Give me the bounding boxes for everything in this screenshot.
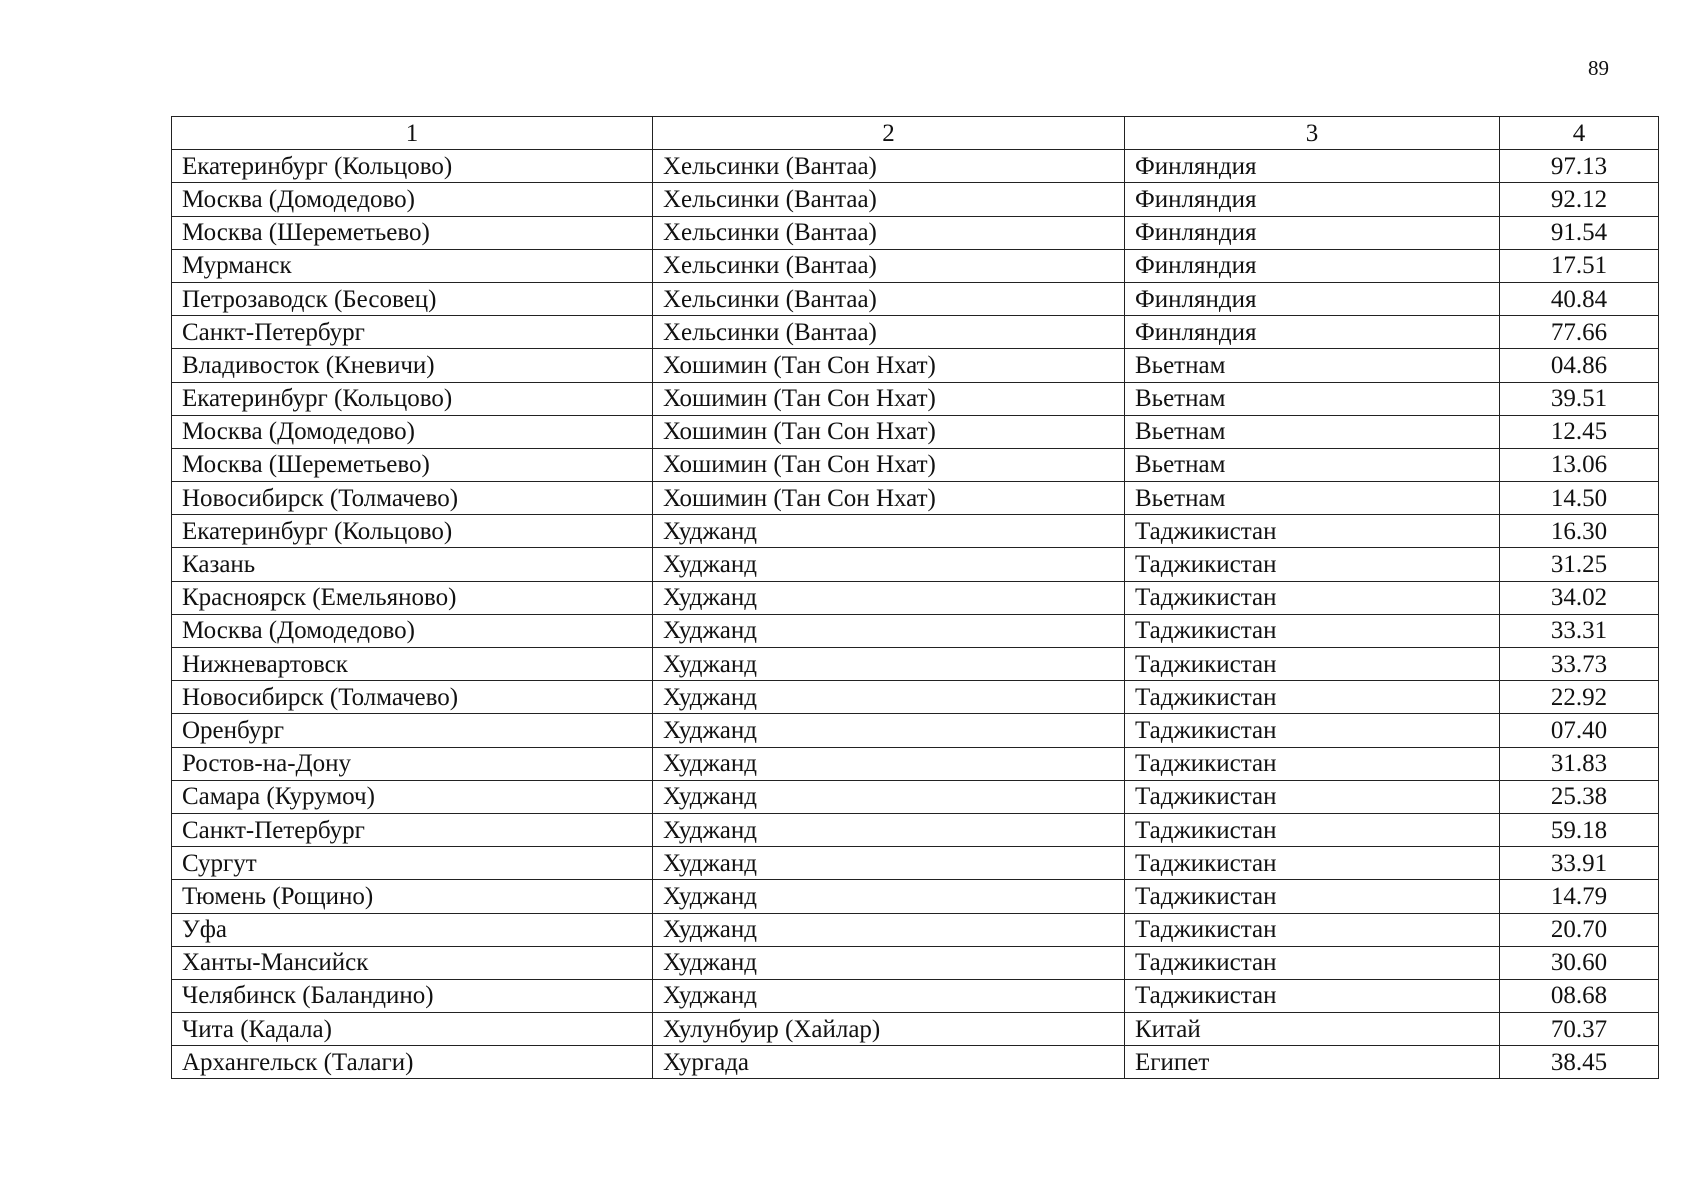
value-cell: 33.73 [1500,648,1659,681]
country-cell: Таджикистан [1125,913,1500,946]
table-row [172,282,1659,315]
value-cell: 34.02 [1500,581,1659,614]
destination-cell: Худжанд [653,548,1125,581]
destination-cell: Хошимин (Тан Сон Нхат) [653,482,1125,515]
value-cell: 77.66 [1500,316,1659,349]
origin-cell: Чита (Кадала) [172,1013,653,1046]
origin-cell: Москва (Шереметьево) [172,216,653,249]
value-cell: 33.31 [1500,614,1659,647]
value-cell: 12.45 [1500,415,1659,448]
table-row [172,714,1659,747]
table-row [172,880,1659,913]
destination-cell: Худжанд [653,515,1125,548]
origin-cell: Казань [172,548,653,581]
value-cell: 40.84 [1500,282,1659,315]
country-cell: Финляндия [1125,183,1500,216]
origin-cell: Екатеринбург (Кольцово) [172,150,653,183]
origin-cell: Ханты-Мансийск [172,946,653,979]
value-cell: 17.51 [1500,249,1659,282]
origin-cell: Мурманск [172,249,653,282]
origin-cell: Нижневартовск [172,648,653,681]
value-cell: 92.12 [1500,183,1659,216]
country-cell: Вьетнам [1125,349,1500,382]
country-cell: Египет [1125,1046,1500,1079]
table-row [172,946,1659,979]
origin-cell: Ростов-на-Дону [172,747,653,780]
table-row [172,979,1659,1012]
country-cell: Вьетнам [1125,382,1500,415]
country-cell: Финляндия [1125,282,1500,315]
table-row [172,1046,1659,1079]
column-header: 4 [1500,117,1659,150]
country-cell: Таджикистан [1125,548,1500,581]
country-cell: Таджикистан [1125,813,1500,846]
table-row [172,382,1659,415]
country-cell: Таджикистан [1125,880,1500,913]
origin-cell: Новосибирск (Толмачево) [172,482,653,515]
origin-cell: Уфа [172,913,653,946]
table-row [172,482,1659,515]
destination-cell: Хельсинки (Вантаа) [653,216,1125,249]
destination-cell: Хельсинки (Вантаа) [653,249,1125,282]
origin-cell: Красноярск (Емельяново) [172,581,653,614]
column-header: 3 [1125,117,1500,150]
table-row [172,548,1659,581]
country-cell: Вьетнам [1125,415,1500,448]
column-header: 2 [653,117,1125,150]
origin-cell: Санкт-Петербург [172,813,653,846]
country-cell: Таджикистан [1125,946,1500,979]
table-row [172,216,1659,249]
origin-cell: Москва (Шереметьево) [172,448,653,481]
origin-cell: Владивосток (Кневичи) [172,349,653,382]
value-cell: 25.38 [1500,780,1659,813]
value-cell: 08.68 [1500,979,1659,1012]
value-cell: 39.51 [1500,382,1659,415]
header-row [172,117,1659,150]
destination-cell: Хошимин (Тан Сон Нхат) [653,349,1125,382]
page-number: 89 [1588,56,1609,80]
value-cell: 31.83 [1500,747,1659,780]
value-cell: 70.37 [1500,1013,1659,1046]
country-cell: Таджикистан [1125,681,1500,714]
origin-cell: Оренбург [172,714,653,747]
destination-cell: Худжанд [653,614,1125,647]
country-cell: Вьетнам [1125,448,1500,481]
table-header [172,117,1659,150]
value-cell: 16.30 [1500,515,1659,548]
destination-cell: Худжанд [653,747,1125,780]
value-cell: 31.25 [1500,548,1659,581]
country-cell: Таджикистан [1125,648,1500,681]
destination-cell: Худжанд [653,813,1125,846]
origin-cell: Тюмень (Рощино) [172,880,653,913]
table-row [172,813,1659,846]
origin-cell: Екатеринбург (Кольцово) [172,515,653,548]
destination-cell: Хошимин (Тан Сон Нхат) [653,448,1125,481]
origin-cell: Сургут [172,847,653,880]
value-cell: 20.70 [1500,913,1659,946]
destination-cell: Хельсинки (Вантаа) [653,282,1125,315]
origin-cell: Санкт-Петербург [172,316,653,349]
value-cell: 33.91 [1500,847,1659,880]
country-cell: Таджикистан [1125,515,1500,548]
destination-cell: Хошимин (Тан Сон Нхат) [653,382,1125,415]
value-cell: 59.18 [1500,813,1659,846]
country-cell: Финляндия [1125,249,1500,282]
table-row [172,1013,1659,1046]
value-cell: 97.13 [1500,150,1659,183]
country-cell: Таджикистан [1125,714,1500,747]
origin-cell: Петрозаводск (Бесовец) [172,282,653,315]
origin-cell: Москва (Домодедово) [172,415,653,448]
value-cell: 30.60 [1500,946,1659,979]
destination-cell: Худжанд [653,946,1125,979]
table-row [172,648,1659,681]
destination-cell: Хошимин (Тан Сон Нхат) [653,415,1125,448]
value-cell: 14.50 [1500,482,1659,515]
table-row [172,614,1659,647]
destination-cell: Худжанд [653,880,1125,913]
table-row [172,681,1659,714]
table-row [172,913,1659,946]
country-cell: Таджикистан [1125,747,1500,780]
destination-cell: Худжанд [653,581,1125,614]
country-cell: Вьетнам [1125,482,1500,515]
country-cell: Таджикистан [1125,581,1500,614]
value-cell: 13.06 [1500,448,1659,481]
country-cell: Таджикистан [1125,979,1500,1012]
value-cell: 14.79 [1500,880,1659,913]
country-cell: Финляндия [1125,316,1500,349]
country-cell: Таджикистан [1125,847,1500,880]
value-cell: 38.45 [1500,1046,1659,1079]
destination-cell: Хельсинки (Вантаа) [653,150,1125,183]
destination-cell: Хельсинки (Вантаа) [653,316,1125,349]
table-row [172,747,1659,780]
table-row [172,150,1659,183]
origin-cell: Архангельск (Талаги) [172,1046,653,1079]
table-row [172,847,1659,880]
column-header: 1 [172,117,653,150]
value-cell: 91.54 [1500,216,1659,249]
country-cell: Таджикистан [1125,614,1500,647]
country-cell: Китай [1125,1013,1500,1046]
value-cell: 04.86 [1500,349,1659,382]
country-cell: Финляндия [1125,150,1500,183]
destination-cell: Худжанд [653,780,1125,813]
destination-cell: Худжанд [653,714,1125,747]
origin-cell: Екатеринбург (Кольцово) [172,382,653,415]
destination-cell: Хулунбуир (Хайлар) [653,1013,1125,1046]
origin-cell: Москва (Домодедово) [172,183,653,216]
destination-cell: Худжанд [653,648,1125,681]
table-row [172,349,1659,382]
destination-cell: Хургада [653,1046,1125,1079]
table-row [172,581,1659,614]
origin-cell: Новосибирск (Толмачево) [172,681,653,714]
country-cell: Финляндия [1125,216,1500,249]
value-cell: 07.40 [1500,714,1659,747]
origin-cell: Москва (Домодедово) [172,614,653,647]
table-row [172,780,1659,813]
table-row [172,448,1659,481]
table-row [172,515,1659,548]
data-table [171,116,1659,1079]
table-row [172,249,1659,282]
destination-cell: Худжанд [653,681,1125,714]
table-row [172,316,1659,349]
origin-cell: Челябинск (Баландино) [172,979,653,1012]
destination-cell: Худжанд [653,847,1125,880]
table-body [172,150,1659,1079]
table-row [172,183,1659,216]
country-cell: Таджикистан [1125,780,1500,813]
destination-cell: Худжанд [653,913,1125,946]
value-cell: 22.92 [1500,681,1659,714]
origin-cell: Самара (Курумоч) [172,780,653,813]
destination-cell: Хельсинки (Вантаа) [653,183,1125,216]
table-row [172,415,1659,448]
destination-cell: Худжанд [653,979,1125,1012]
